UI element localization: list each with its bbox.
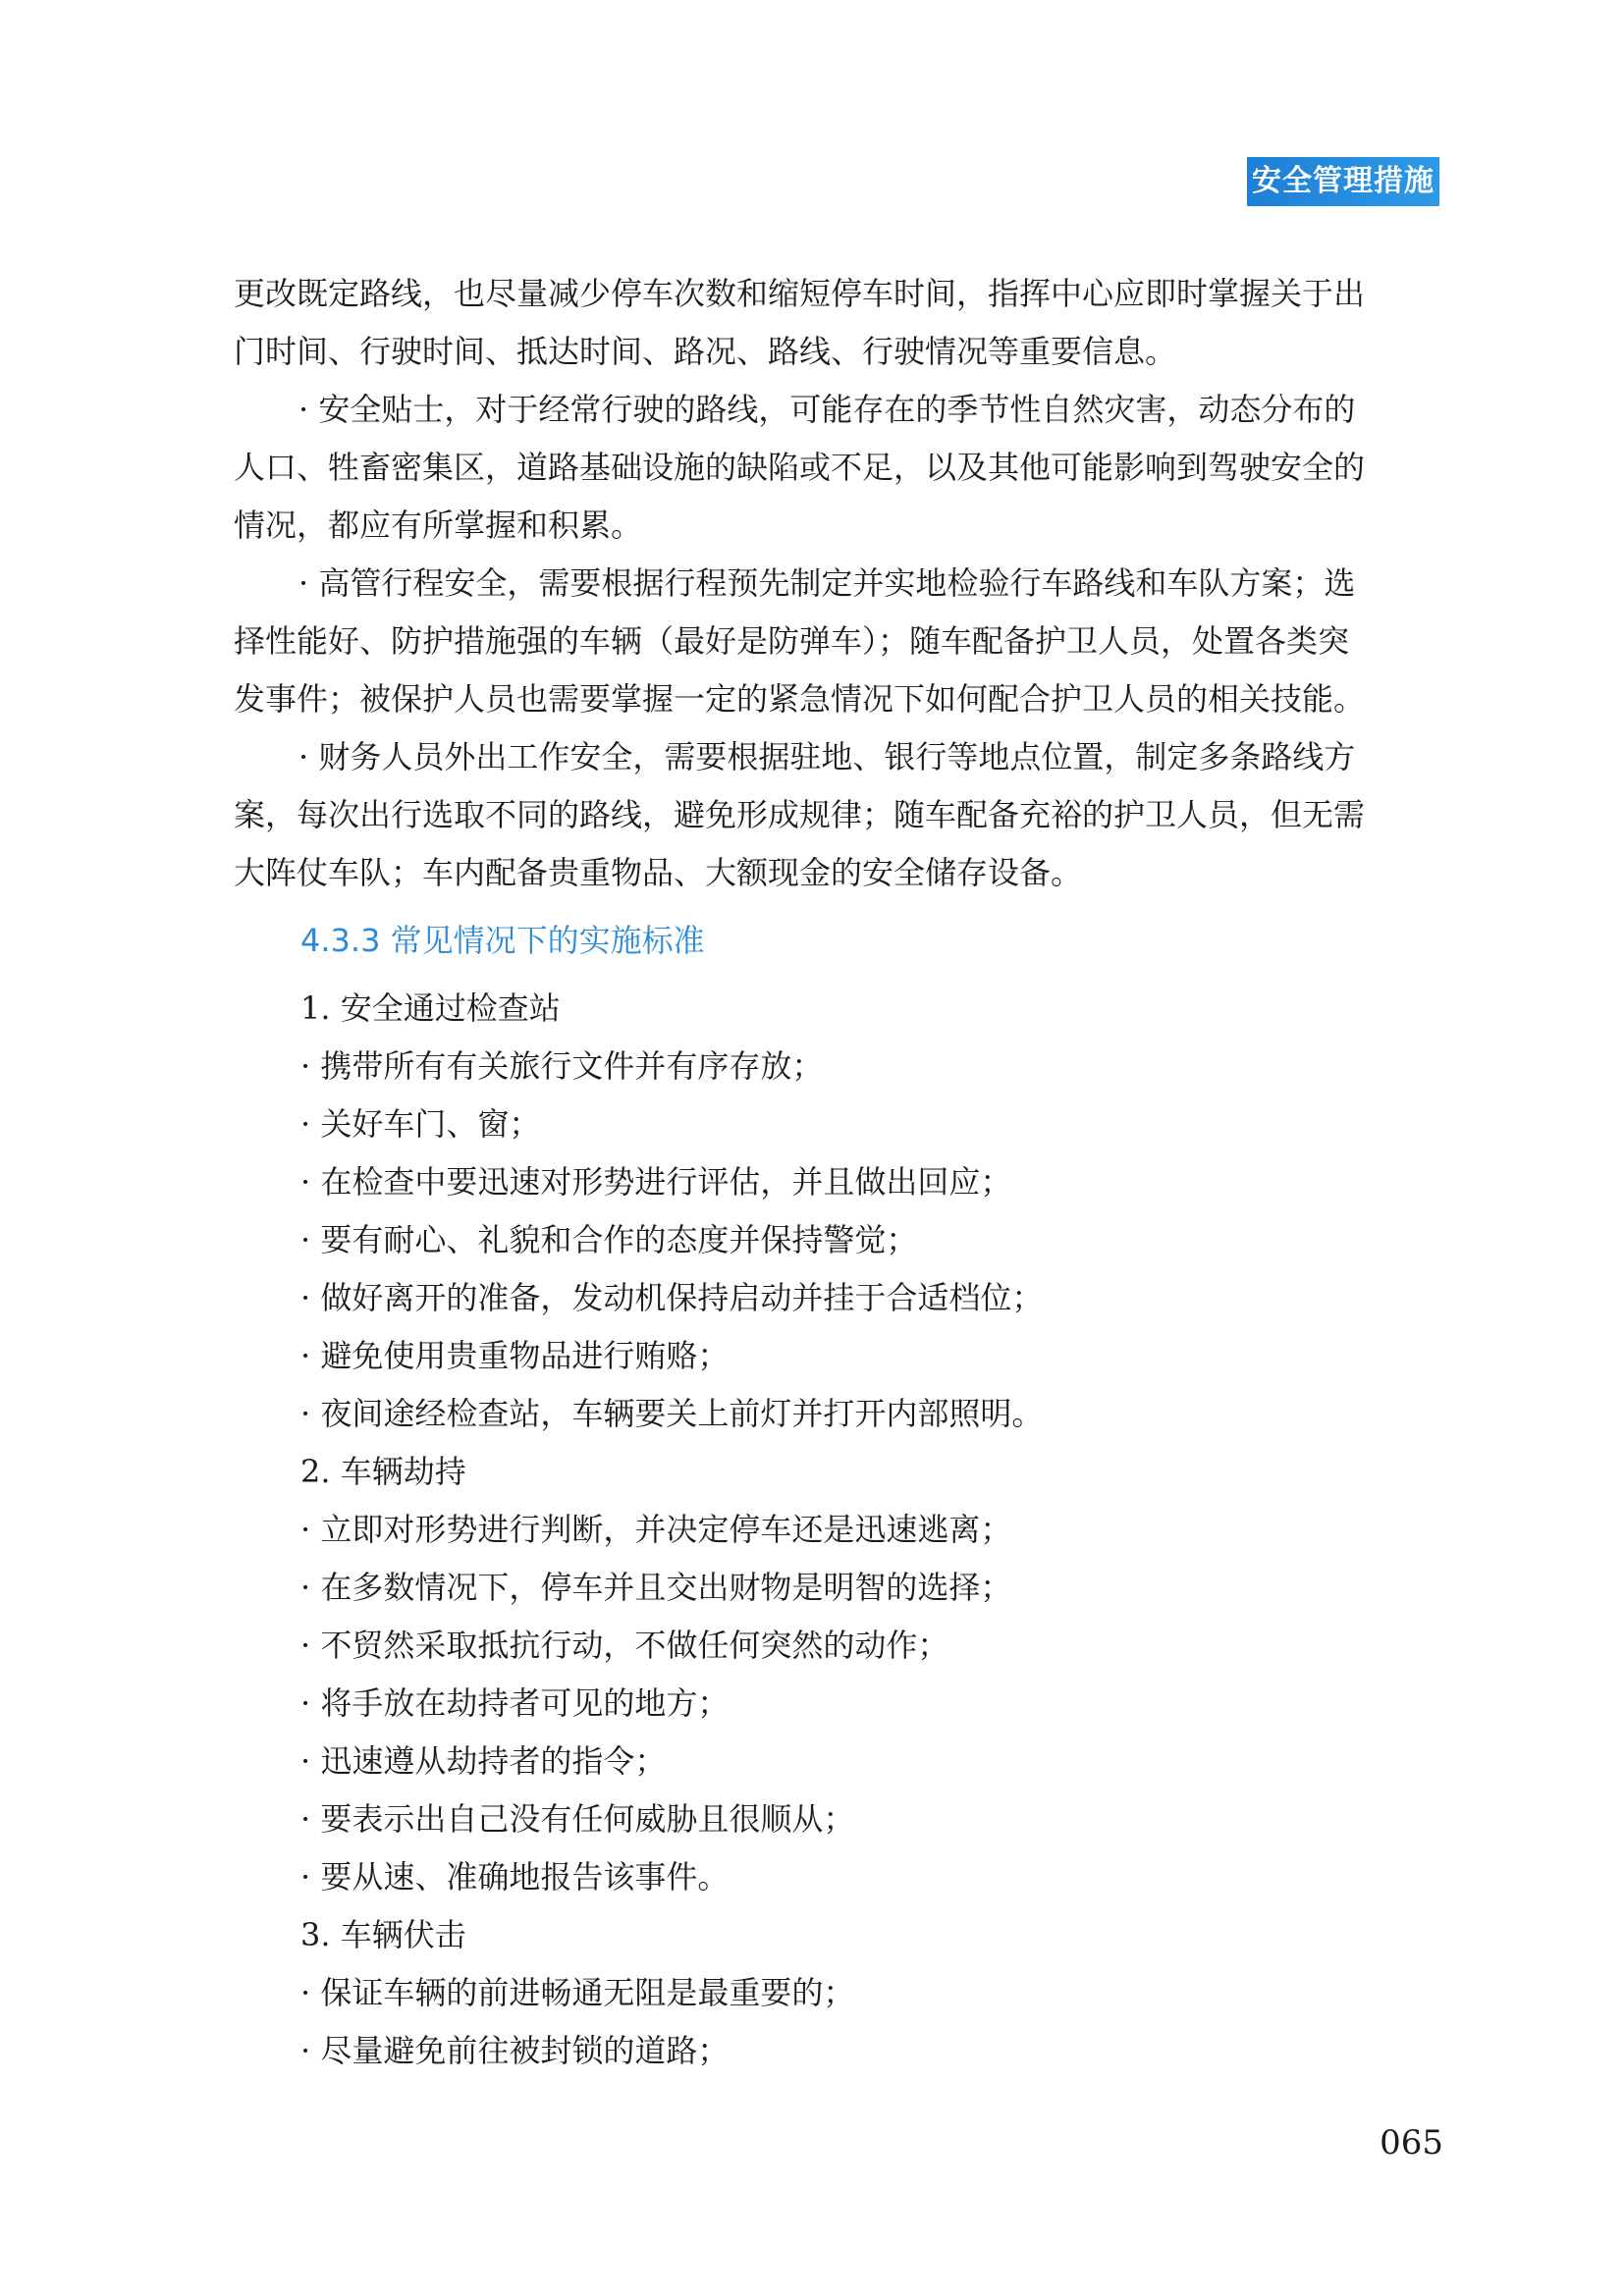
paragraph-finance-safety	[234, 728, 1441, 902]
section-badge: 安全管理措施	[1247, 157, 1439, 206]
list-item: · 关好车门、窗；	[300, 1105, 541, 1143]
list-checkpoint	[234, 980, 1441, 1443]
list-item: · 立即对形势进行判断，并决定停车还是迅速逃离；	[300, 1511, 1012, 1548]
list-item: · 在检查中要迅速对形势进行评估，并且做出回应；	[300, 1163, 1012, 1201]
list-title: 3. 车辆伏击	[300, 1916, 466, 1953]
list-item: · 要表示出自己没有任何威胁且很顺从；	[300, 1800, 855, 1838]
paragraph-safety-tips	[234, 381, 1441, 555]
list-title: 2. 车辆劫持	[300, 1453, 466, 1490]
text-line: 案，每次出行选取不同的路线，避免形成规律；随车配备充裕的护卫人员，但无需	[234, 796, 1366, 833]
text-line: 择性能好、防护措施强的车辆（最好是防弹车）；随车配备护卫人员，处置各类突	[234, 622, 1350, 660]
text-line: 更改既定路线，也尽量减少停车次数和缩短停车时间，指挥中心应即时掌握关于出	[234, 275, 1366, 312]
list-ambush	[234, 1906, 1441, 2080]
text-line: 发事件；被保护人员也需要掌握一定的紧急情况下如何配合护卫人员的相关技能。	[234, 680, 1366, 718]
paragraph-route-info	[234, 265, 1441, 381]
list-item: · 尽量避免前往被封锁的道路；	[300, 2032, 730, 2069]
list-item: · 迅速遵从劫持者的指令；	[300, 1742, 667, 1780]
text-line: · 财务人员外出工作安全，需要根据驻地、银行等地点位置，制定多条路线方	[298, 738, 1356, 775]
list-item: · 要从速、准确地报告该事件。	[300, 1858, 730, 1896]
text-line: · 高管行程安全，需要根据行程预先制定并实地检验行车路线和车队方案；选	[298, 564, 1356, 602]
list-item: · 将手放在劫持者可见的地方；	[300, 1684, 730, 1722]
page-number: 065	[1380, 2123, 1443, 2163]
list-item: · 在多数情况下，停车并且交出财物是明智的选择；	[300, 1569, 1012, 1606]
paragraph-executive-safety	[234, 555, 1441, 728]
list-item: · 保证车辆的前进畅通无阻是最重要的；	[300, 1974, 855, 2011]
text-line: 情况，都应有所掌握和积累。	[234, 507, 643, 544]
text-line: 大阵仗车队；车内配备贵重物品、大额现金的安全储存设备。	[234, 854, 1083, 891]
list-item: · 不贸然采取抵抗行动，不做任何突然的动作；	[300, 1627, 949, 1664]
list-title: 1. 安全通过检查站	[300, 989, 561, 1027]
list-item: · 要有耐心、礼貌和合作的态度并保持警觉；	[300, 1221, 918, 1258]
page-body	[234, 265, 1441, 2080]
text-line: 门时间、行驶时间、抵达时间、路况、路线、行驶情况等重要信息。	[234, 333, 1177, 370]
list-item: · 夜间途经检查站，车辆要关上前灯并打开内部照明。	[300, 1395, 1044, 1432]
list-hijacking	[234, 1443, 1441, 1906]
section-heading: 4.3.3 常见情况下的实施标准	[300, 922, 705, 959]
list-item: · 做好离开的准备，发动机保持启动并挂于合适档位；	[300, 1279, 1044, 1316]
list-item: · 携带所有有关旅行文件并有序存放；	[300, 1047, 824, 1085]
list-item: · 避免使用贵重物品进行贿赂；	[300, 1337, 730, 1374]
text-line: 人口、牲畜密集区，道路基础设施的缺陷或不足，以及其他可能影响到驾驶安全的	[234, 449, 1366, 486]
text-line: · 安全贴士，对于经常行驶的路线，可能存在的季节性自然灾害，动态分布的	[298, 391, 1356, 428]
